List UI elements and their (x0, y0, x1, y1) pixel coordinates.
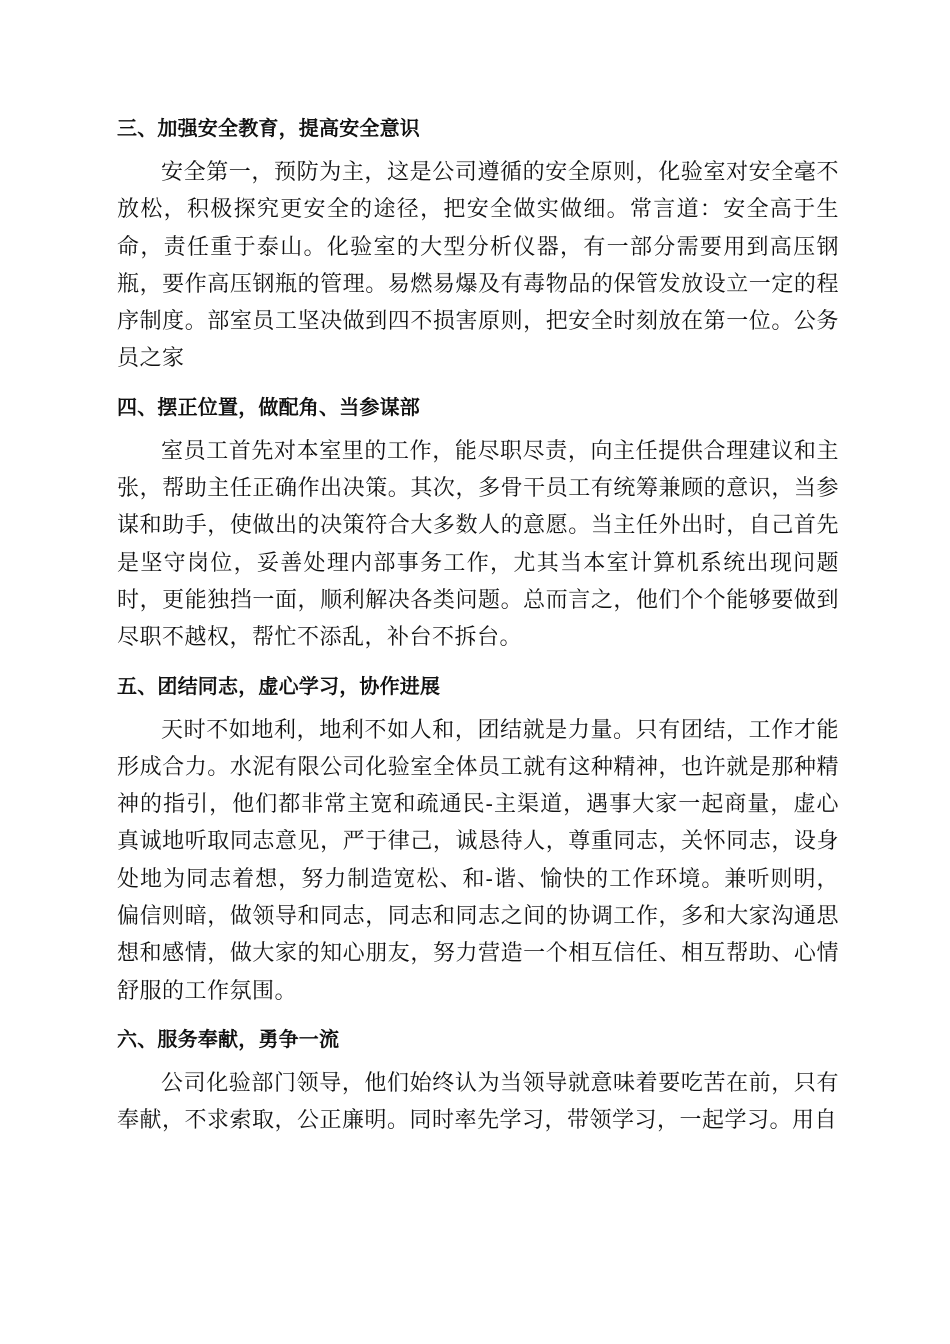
section-paragraph: 天时不如地利，地利不如人和，团结就是力量。只有团结，工作才能形成合力。水泥有限公司化验室全体员工就有这种精神，也许就是那种精神的指引，他们都非常主宽和疏通民-主渠道，遇事大家一起商量，虚心真诚地听取同志意见，严于律己，诚恳待人，尊重同志，关怀同志，设身处地为同志着想，努力制造宽松、和-谐、愉快的工作环境。兼听则明，偏信则暗，做领导和同志，同志和同志之间的协调工作，多和大家沟通思想和感情，做大家的知心朋友，努力营造一个相互信任、相互帮助、心情舒服的工作氛围。 (117, 717, 839, 1004)
section-5 (117, 667, 839, 1010)
section-paragraph: 安全第一，预防为主，这是公司遵循的安全原则，化验室对安全毫不放松，积极探究更安全的途径，把安全做实做细。常言道：安全高于生命，责任重于泰山。化验室的大型分析仪器，有一部分需要用到高压钢瓶，要作高压钢瓶的管理。易燃易爆及有毒物品的保管发放设立一定的程序制度。部室员工坚决做到四不损害原则，把安全时刻放在第一位。公务员之家 (117, 160, 839, 372)
section-heading: 六、服务奉献，勇争一流 (117, 1026, 340, 1051)
section-6 (117, 1020, 839, 1140)
section-heading: 五、团结同志，虚心学习，协作进展 (117, 673, 441, 698)
section-paragraph: 室员工首先对本室里的工作，能尽职尽责，向主任提供合理建议和主张，帮助主任正确作出决策。其次，多骨干员工有统筹兼顾的意识，当参谋和助手，使做出的决策符合大多数人的意愿。当主任外出时，自己首先是坚守岗位，妥善处理内部事务工作，尤其当本室计算机系统出现问题时，更能独挡一面，顺利解决各类问题。总而言之，他们个个能够要做到尽职不越权，帮忙不添乱，补台不拆台。 (117, 438, 839, 651)
section-4 (117, 388, 839, 657)
section-paragraph: 公司化验部门领导，他们始终认为当领导就意味着要吃苦在前，只有奉献，不求索取，公正廉明。同时率先学习，带领学习，一起学习。用自 (117, 1070, 839, 1134)
section-heading: 四、摆正位置，做配角、当参谋部 (117, 394, 420, 419)
section-heading: 三、加强安全教育，提高安全意识 (117, 116, 420, 140)
document-page (117, 109, 839, 1152)
section-3 (117, 109, 839, 378)
